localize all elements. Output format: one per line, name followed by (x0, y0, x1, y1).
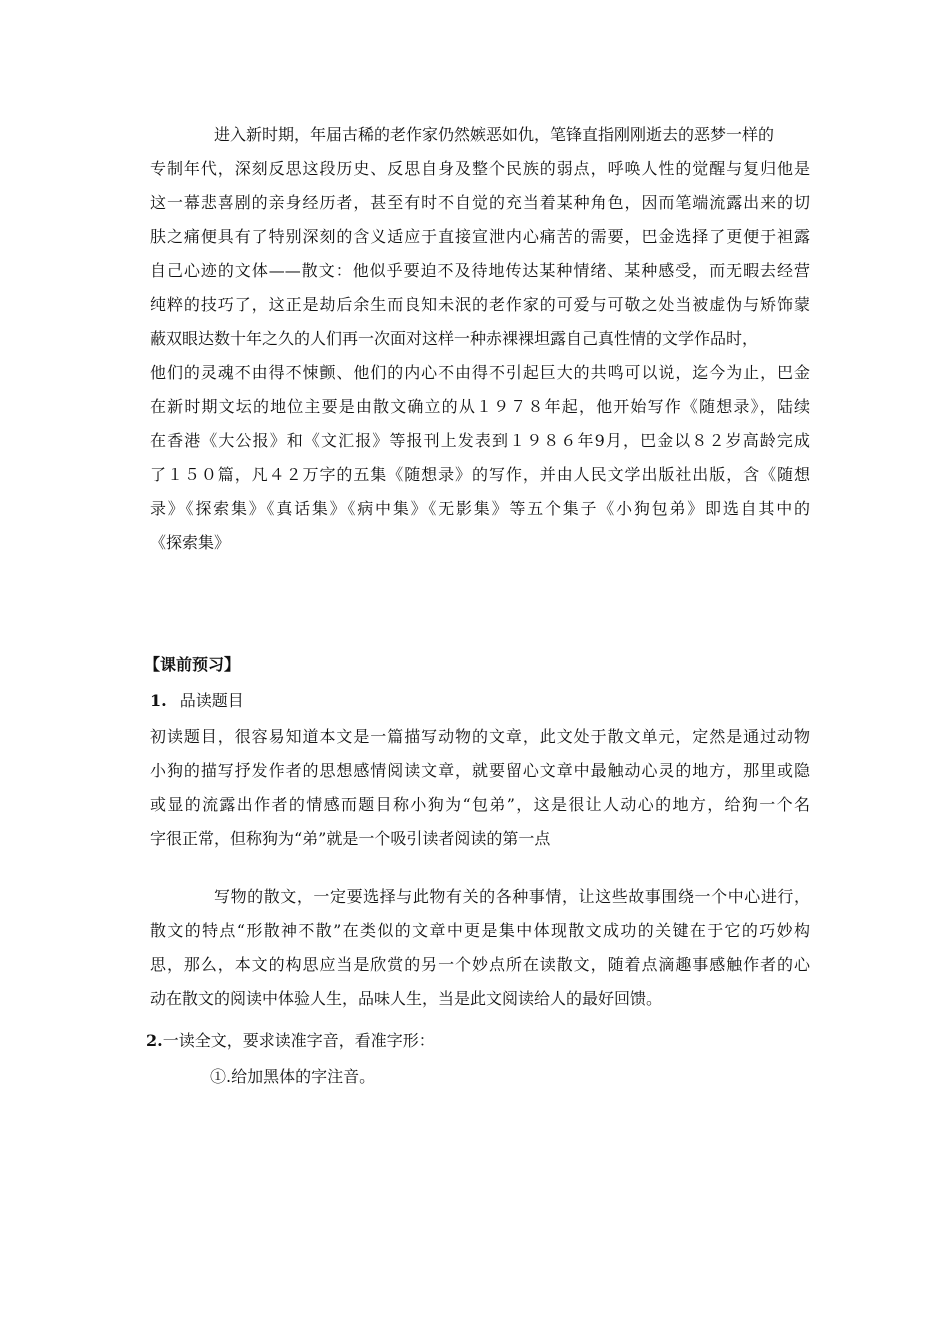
section-title: 【课前预习】 (144, 655, 241, 674)
item1-line: 小狗的描写抒发作者的思想感情阅读文章，就要留心文章中最触动心灵的地方，那里或隐 (150, 761, 810, 780)
item2-heading (146, 1024, 806, 1058)
item1-line: 字很正常，但称狗为“弟”就是一个吸引读者阅读的第一点 (150, 829, 551, 848)
item1-title: 品读题目 (179, 691, 244, 710)
intro-line: 进入新时期，年届古稀的老作家仍然嫉恶如仇，笔锋直指刚刚逝去的恶梦一样的 (214, 125, 775, 144)
item1-line: 写物的散文，一定要选择与此物有关的各种事情，让这些故事围绕一个中心进行， (214, 887, 810, 906)
item1-heading (150, 684, 810, 718)
intro-line: 了１５０篇，凡４２万字的五集《随想录》的写作，并由人民文学出版社出版，含《随想 (150, 465, 810, 484)
intro-line: 他们的灵魂不由得不悚颤、他们的内心不由得不引起巨大的共鸣可以说，迄今为止，巴金 (150, 363, 810, 382)
intro-line: 录》《探索集》《真话集》《病中集》《无影集》等五个集子《小狗包弟》即选自其中的 (150, 499, 810, 518)
item2-title: 一读全文，要求读准字音，看准字形： (162, 1031, 435, 1050)
intro-line: 蔽双眼达数十年之久的人们再一次面对这样一种赤裸裸坦露自己真性情的文学作品时， (150, 329, 759, 348)
intro-line: 自己心迹的文体——散文：他似乎要迫不及待地传达某种情绪、某种感受，而无暇去经营 (150, 261, 810, 280)
item1-paragraph-2 (150, 880, 810, 1016)
intro-paragraph (150, 118, 810, 560)
intro-line: 纯粹的技巧了，这正是劫后余生而良知未泯的老作家的可爱与可敬之处当被虚伪与矫饰蒙 (150, 295, 810, 314)
item1-line: 散文的特点“形散神不散”在类似的文章中更是集中体现散文成功的关键在于它的巧妙构 (150, 921, 810, 940)
intro-line: 肤之痛便具有了特别深刻的含义适应于直接宣泄内心痛苦的需要，巴金选择了更便于袒露 (150, 227, 810, 246)
item1-number: 1. (150, 691, 167, 710)
item1-line: 初读题目，很容易知道本文是一篇描写动物的文章，此文处于散文单元，定然是通过动物 (150, 727, 810, 746)
item1-line: 思，那么，本文的构思应当是欣赏的另一个妙点所在读散文，随着点滴趣事感触作者的心 (150, 955, 810, 974)
intro-line: 《探索集》 (150, 533, 231, 552)
intro-line: 专制年代，深刻反思这段历史、反思自身及整个民族的弱点，呼唤人性的觉醒与复归他是 (150, 159, 810, 178)
item2-number: 2. (146, 1031, 163, 1050)
item1-line: 动在散文的阅读中体验人生，品味人生，当是此文阅读给人的最好回馈。 (150, 989, 663, 1008)
item2-sub: ①.给加黑体的字注音。 (210, 1067, 376, 1086)
intro-line: 在香港《大公报》和《文汇报》等报刊上发表到１９８６年9月，巴金以８２岁高龄完成 (150, 431, 810, 450)
item1-line: 或显的流露出作者的情感而题目称小狗为“包弟”，这是很让人动心的地方，给狗一个名 (150, 795, 810, 814)
intro-line: 这一幕悲喜剧的亲身经历者，甚至有时不自觉的充当着某种角色，因而笔端流露出来的切 (150, 193, 810, 212)
intro-line: 在新时期文坛的地位主要是由散文确立的从１９７８年起，他开始写作《随想录》，陆续 (150, 397, 810, 416)
item1-paragraph (150, 720, 810, 856)
